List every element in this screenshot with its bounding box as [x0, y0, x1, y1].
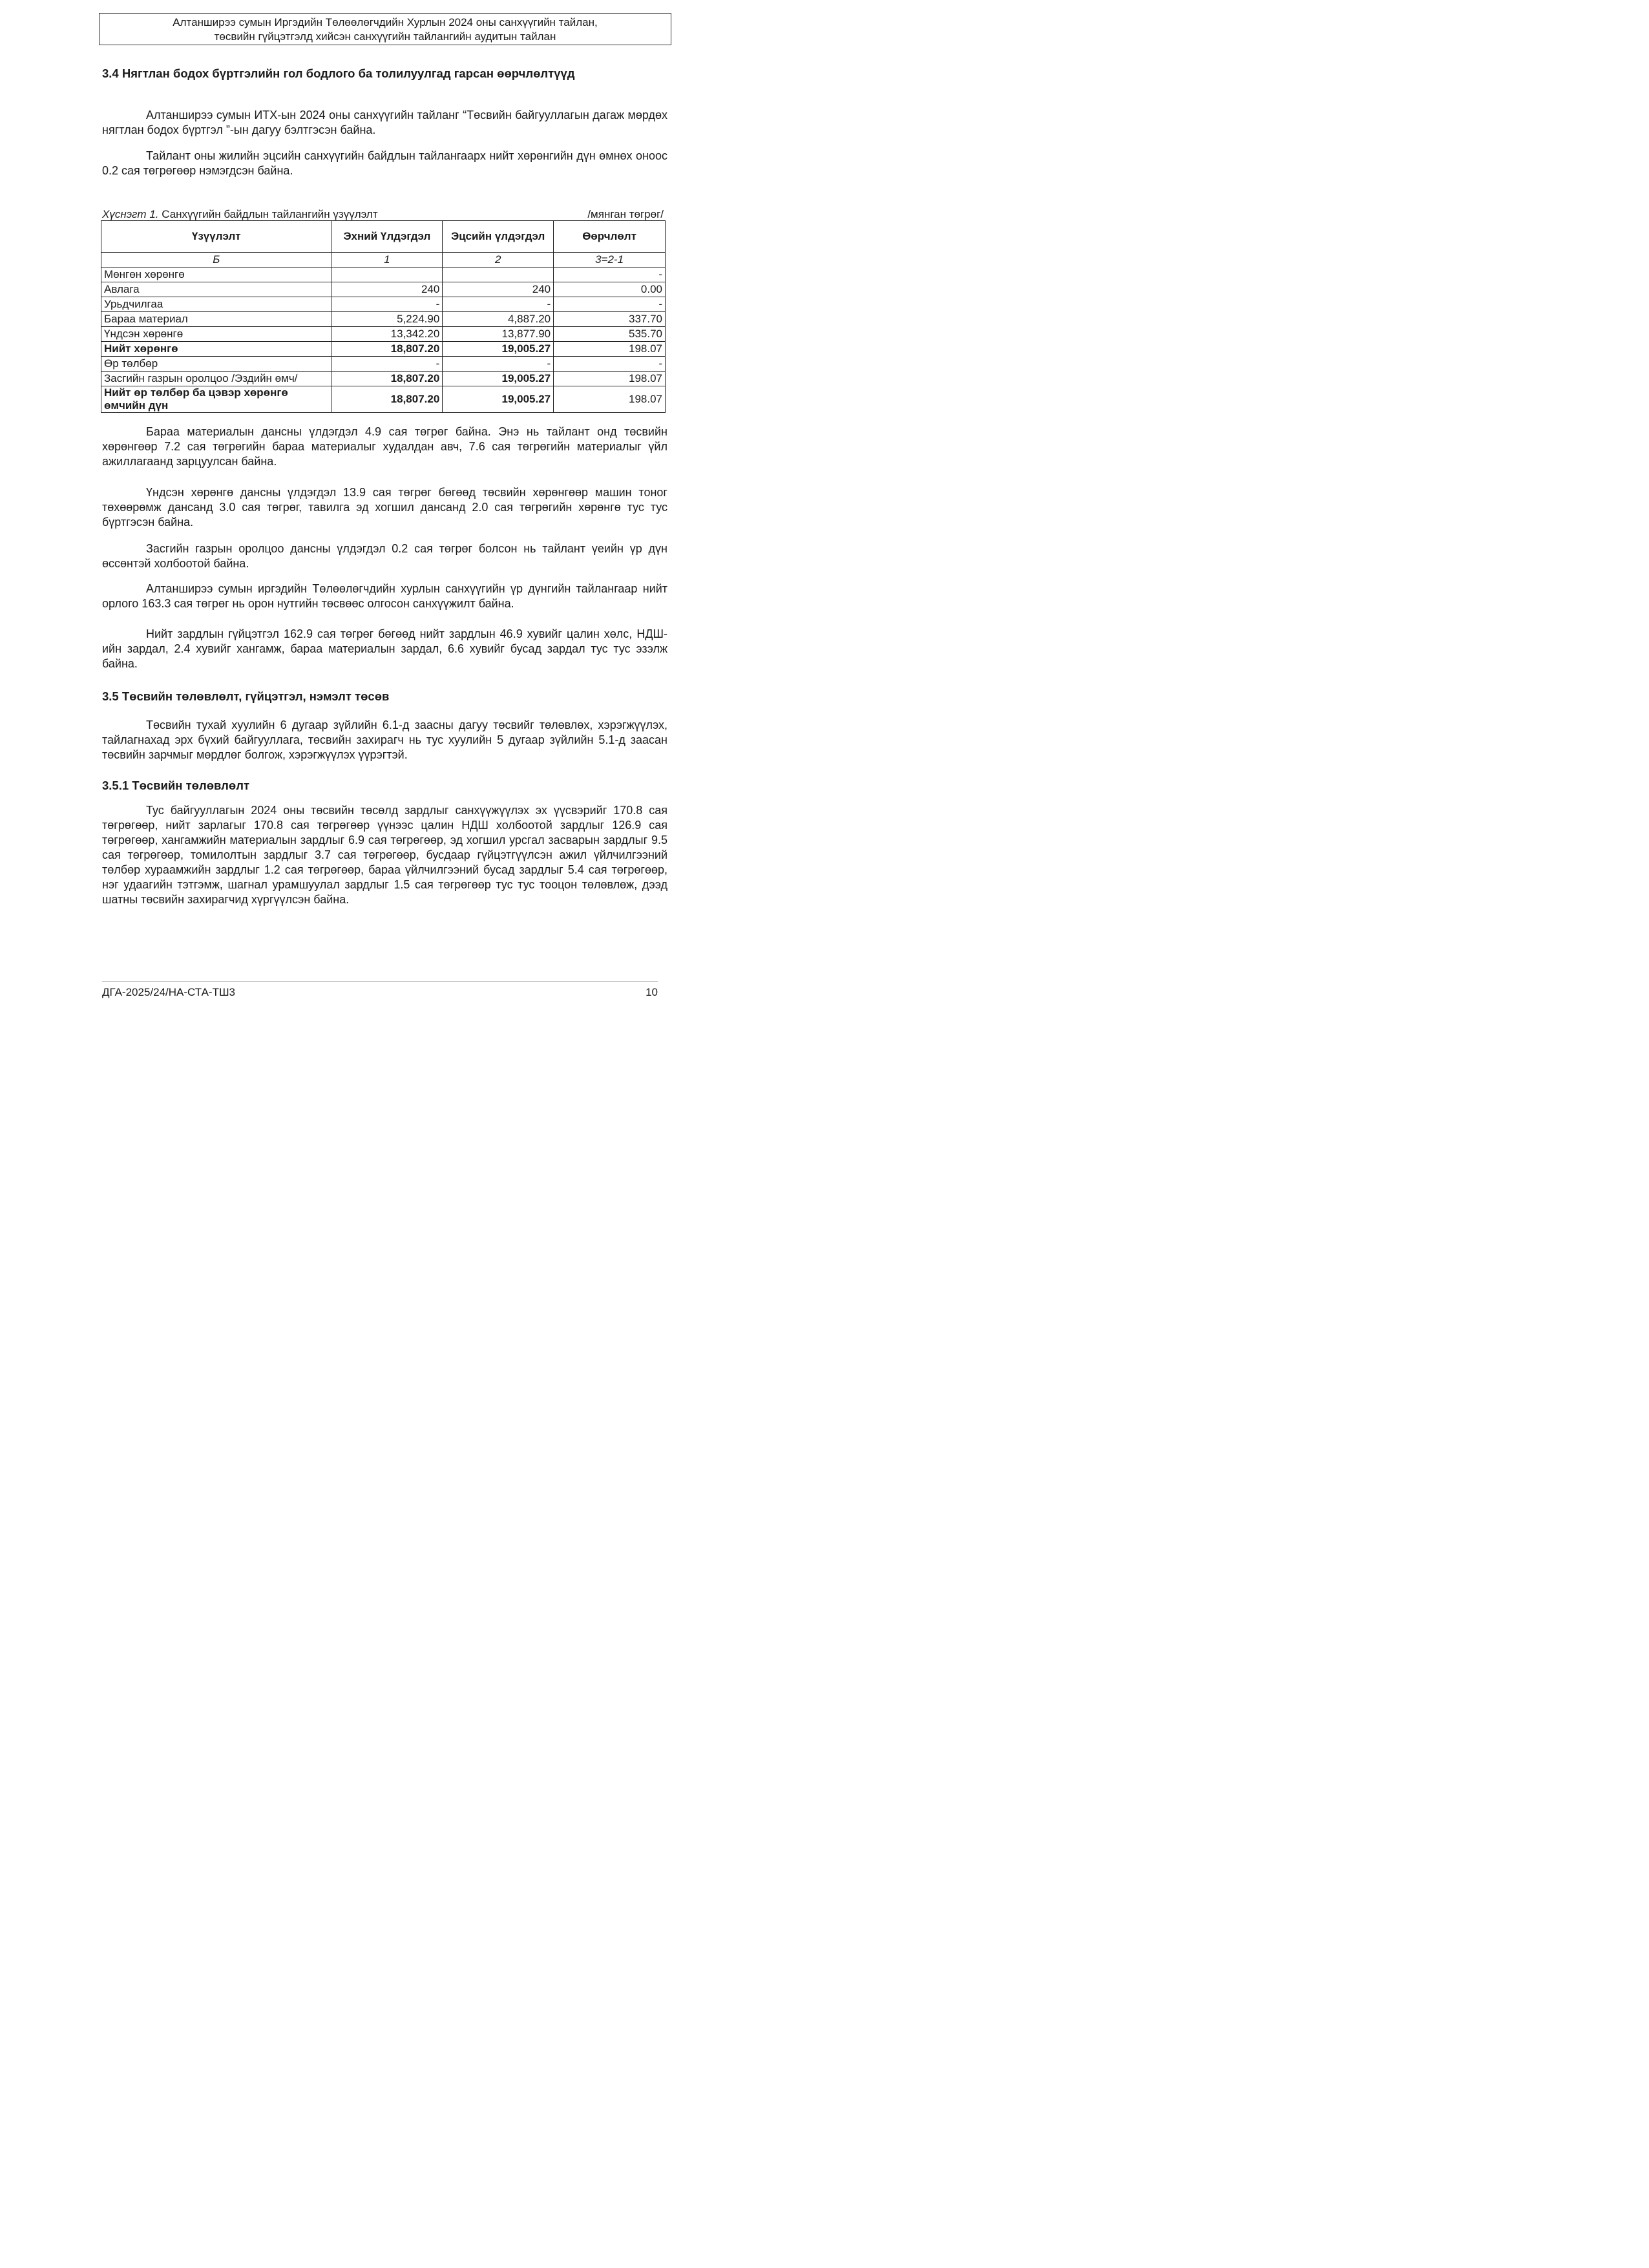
row-label: Бараа материал — [101, 312, 331, 327]
table-row — [101, 372, 666, 386]
table-caption-label: Хүснэгт 1. — [102, 208, 159, 220]
row-end: - — [443, 357, 554, 372]
row-change: 0.00 — [554, 282, 666, 297]
paragraph-government-equity: Засгийн газрын оролцоо дансны үлдэгдэл 0.2 сая төгрөг болсон нь тайлант үеийн үр дүн өссөнтэй холбоотой байна. — [102, 542, 667, 570]
header-line-1: Алтанширээ сумын Иргэдийн Төлөөлөгчдийн Хурлын 2024 оны санхүүгийн тайлан, — [173, 16, 598, 28]
row-start: - — [331, 297, 443, 312]
table-unit: /мянган төгрөг/ — [587, 208, 664, 220]
table-row — [101, 297, 666, 312]
paragraph-fixed-assets: Үндсэн хөрөнгө дансны үлдэгдэл 13.9 сая төгрөг бөгөөд төсвийн хөрөнгөөр машин тоног төхөөрөмж дансанд 3.0 сая төгрөг, тавилга эд хогшил дансанд 2.0 сая төгрөгийн хөрөнгө тус тус бүртгэсэн байна. — [102, 486, 667, 529]
table-row — [101, 357, 666, 372]
index-cell: 1 — [331, 253, 443, 268]
section-3-5-1-title: 3.5.1 Төсвийн төлөвлөлт — [102, 779, 250, 792]
row-change: - — [554, 297, 666, 312]
table-row — [101, 282, 666, 297]
row-start: 18,807.20 — [331, 386, 443, 413]
row-start: 13,342.20 — [331, 327, 443, 342]
row-change: 198.07 — [554, 342, 666, 357]
paragraph-revenue: Алтанширээ сумын иргэдийн Төлөөлөгчдийн хурлын санхүүгийн үр дүнгийн тайлангаар нийт орлого 163.3 сая төгрөг нь орон нутгийн төсвөөс олгосон санхүүжилт байна. — [102, 582, 667, 610]
row-start: - — [331, 357, 443, 372]
row-end: 19,005.27 — [443, 342, 554, 357]
paragraph-s34-1: Алтанширээ сумын ИТХ-ын 2024 оны санхүүгийн тайланг “Төсвийн байгууллагын дагаж мөрдөх нягтлан бодох бүртгэл ”-ын дагуу бэлтгэсэн байна. — [102, 109, 667, 136]
row-label: Нийт хөрөнгө — [101, 342, 331, 357]
row-label: Нийт өр төлбөр ба цэвэр хөрөнгө өмчийн дүн — [101, 386, 331, 413]
row-end — [443, 268, 554, 282]
header-closing-balance: Эцсийн үлдэгдэл — [443, 221, 554, 253]
table-caption — [102, 208, 667, 221]
section-3-5-title: 3.5 Төсвийн төлөвлөлт, гүйцэтгэл, нэмэлт төсөв — [102, 689, 390, 703]
row-end: 240 — [443, 282, 554, 297]
paragraph-s34-2: Тайлант оны жилийн эцсийн санхүүгийн байдлын тайлангаарх нийт хөрөнгийн дүн өмнөх оноос 0.2 сая төгрөгөөр нэмэгдсэн байна. — [102, 149, 667, 177]
row-label: Засгийн газрын оролцоо /Эздийн өмч/ — [101, 372, 331, 386]
row-start: 18,807.20 — [331, 372, 443, 386]
paragraph-inventory: Бараа материалын дансны үлдэгдэл 4.9 сая төгрөг байна. Энэ нь тайлант онд төсвийн хөрөнгөөр 7.2 сая төгрөгийн бараа материалыг худалдан авч, 7.6 сая төгрөгийн материалыг үйл ажиллагаанд зарцуулсан байна. — [102, 425, 667, 468]
section-3-4-title: 3.4 Нягтлан бодох бүртгэлийн гол бодлого ба толилуулгад гарсан өөрчлөлтүүд — [102, 67, 575, 80]
row-change: - — [554, 357, 666, 372]
row-start — [331, 268, 443, 282]
row-end: - — [443, 297, 554, 312]
row-change: 198.07 — [554, 372, 666, 386]
table-header-row — [101, 221, 666, 253]
index-cell: 2 — [443, 253, 554, 268]
row-end: 19,005.27 — [443, 372, 554, 386]
table-row-total-liabilities-equity — [101, 386, 666, 413]
document-code: ДГА-2025/24/НА-СТА-ТШ3 — [102, 986, 235, 998]
row-change: 535.70 — [554, 327, 666, 342]
paragraph-s35: Төсвийн тухай хуулийн 6 дугаар зүйлийн 6.1-д заасны дагуу төсвийг төлөвлөх, хэрэгжүүлэх, тайлагнахад эрх бүхий байгууллага, төсвийн захирагч нь тус хуулийн 5 дугаар зүйлийн 5.1-д заасан төсвийн зарчмыг мөрдлөг болгож, хэрэгжүүлэх үүрэгтэй. — [102, 719, 667, 761]
header-indicator: Үзүүлэлт — [101, 221, 331, 253]
header-change: Өөрчлөлт — [554, 221, 666, 253]
header-line-2: төсвийн гүйцэтгэлд хийсэн санхүүгийн тайлангийн аудитын тайлан — [214, 30, 556, 43]
row-end: 13,877.90 — [443, 327, 554, 342]
row-change: - — [554, 268, 666, 282]
row-label: Авлага — [101, 282, 331, 297]
index-cell: 3=2-1 — [554, 253, 666, 268]
row-start: 240 — [331, 282, 443, 297]
row-start: 5,224.90 — [331, 312, 443, 327]
financial-position-table — [101, 220, 666, 413]
row-change: 337.70 — [554, 312, 666, 327]
page-number: 10 — [646, 986, 658, 998]
table-row — [101, 327, 666, 342]
table-row — [101, 268, 666, 282]
table-row-total-assets — [101, 342, 666, 357]
header-opening-balance: Эхний Үлдэгдэл — [331, 221, 443, 253]
table-index-row — [101, 253, 666, 268]
row-end: 4,887.20 — [443, 312, 554, 327]
paragraph-s351: Тус байгууллагын 2024 оны төсвийн төсөлд зардлыг санхүүжүүлэх эх үүсвэрийг 170.8 сая төгрөгөөр, нийт зарлагыг 170.8 сая төгрөгөөр үүнээс цалин НДШ холбоотой зардлыг 126.9 сая төгрөгөөр, хангамжийн материалын зардлыг 6.9 сая төгрөгөөр, эд хогшил урсгал засварын зардлыг 9.5 сая төгрөгөөр, томилолтын зардлыг 3.7 сая төгрөгөөр, бусдаар гүйцэтгүүлсэн ажил үйлчилгээний төлбөр хураамжийн зардлыг 1.2 сая төгрөгөөр, бараа үйлчилгээний бусад зардлыг 5.4 сая төгрөгөөр, нэг удаагийн тэтгэмж, шагнал урамшуулал зардлыг 1.5 сая төгрөгөөр тус тус тооцон төлөвлөж, дээд шатны төсвийн захирагчид хүргүүлсэн байна. — [102, 804, 667, 906]
row-label: Өр төлбөр — [101, 357, 331, 372]
row-label: Үндсэн хөрөнгө — [101, 327, 331, 342]
table-caption-text: Санхүүгийн байдлын тайлангийн үзүүлэлт — [158, 208, 378, 220]
row-label: Мөнгөн хөрөнгө — [101, 268, 331, 282]
index-cell: Б — [101, 253, 331, 268]
row-end: 19,005.27 — [443, 386, 554, 413]
paragraph-expenditure: Нийт зардлын гүйцэтгэл 162.9 сая төгрөг бөгөөд нийт зардлын 46.9 хувийг цалин хөлс, НДШ-ийн зардал, 2.4 хувийг хангамж, бараа материалын зардал, 6.6 хувийг бусад зардал тус тус эзэлж байна. — [102, 627, 667, 670]
row-change: 198.07 — [554, 386, 666, 413]
row-start: 18,807.20 — [331, 342, 443, 357]
page-footer — [102, 982, 658, 999]
page-header — [99, 13, 671, 45]
table-row — [101, 312, 666, 327]
row-label: Урьдчилгаа — [101, 297, 331, 312]
